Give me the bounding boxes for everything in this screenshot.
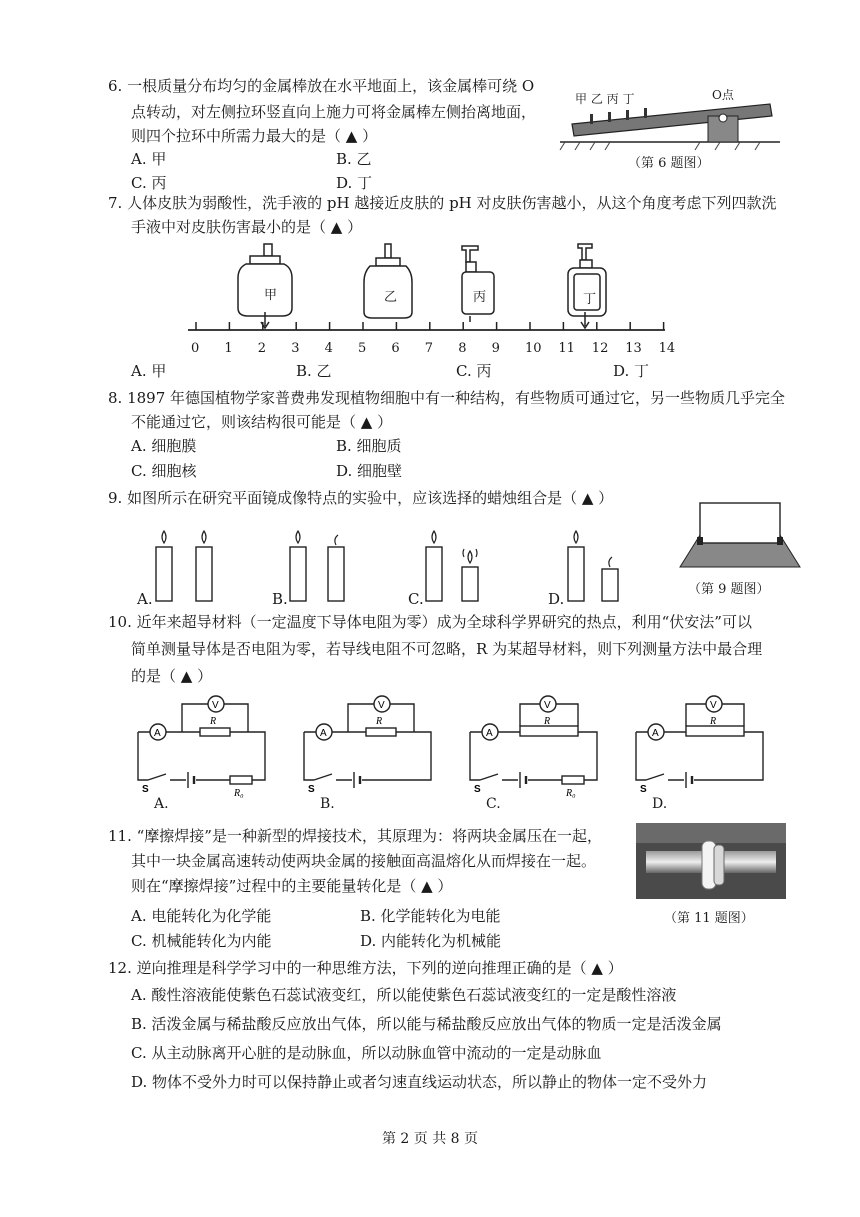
q8-line1: 8. 1897 年德国植物学家普费弗发现植物细胞中有一种结构，有些物质可通过它，另一些物质几乎完全: [108, 389, 786, 407]
svg-text:A: A: [486, 728, 493, 739]
q11-option-d: D. 内能转化为机械能: [360, 932, 502, 950]
page-footer: 第 2 页 共 8 页: [381, 1131, 479, 1147]
q11-line1: 11. “摩擦焊接”是一种新型的焊接技术，其原理为：将两块金属压在一起，: [108, 827, 602, 845]
q8-option-d: D. 细胞壁: [336, 462, 403, 480]
svg-text:R₀: R₀: [234, 788, 244, 799]
svg-text:A: A: [154, 728, 161, 739]
ph-tick-label: 7: [424, 341, 434, 356]
ph-tick-label: 1: [224, 341, 233, 356]
q6-line1: 6. 一根质量分布均匀的金属棒放在水平地面上，该金属棒可绕 O: [108, 77, 535, 95]
q10-option-c: C.: [486, 796, 501, 812]
q9-candles: [130, 525, 650, 605]
svg-text:R: R: [710, 716, 717, 727]
bottle-label-jia: 甲: [264, 288, 278, 303]
q8-line2: 不能通过它，则该结构很可能是（ ▲ ）: [131, 413, 393, 431]
q6-line2: 点转动，对左侧拉环竖直向上施力可将金属棒左侧抬离地面，: [131, 103, 537, 121]
q12-option-c: C. 从主动脉离开心脏的是动脉血，所以动脉血管中流动的一定是动脉血: [131, 1044, 602, 1062]
q12-option-a: A. 酸性溶液能使紫色石蕊试液变红，所以能使紫色石蕊试液变红的一定是酸性溶液: [131, 986, 677, 1004]
ph-tick-label: 4: [324, 341, 333, 356]
q9-option-d: D.: [548, 590, 565, 608]
svg-text:R: R: [376, 716, 383, 727]
q9-caption: （第 9 题图）: [688, 582, 770, 597]
q6-o-label: O点: [712, 88, 734, 102]
bottle-yi: [364, 244, 412, 318]
q7-option-a: A. 甲: [131, 362, 167, 380]
q6-ring-labels: 甲 乙 丙 丁: [575, 92, 635, 106]
q6-caption: （第 6 题图）: [628, 156, 710, 171]
q6-option-d: D. 丁: [336, 174, 373, 192]
svg-text:S: S: [640, 784, 647, 795]
ph-tick-label: 8: [458, 341, 467, 356]
q10-option-d: D.: [652, 796, 668, 812]
bottle-label-ding: 丁: [583, 292, 597, 307]
q11-line3: 则在“摩擦焊接”过程中的主要能量转化是（ ▲ ）: [131, 877, 453, 895]
svg-text:S: S: [308, 784, 315, 795]
q12-option-d: D. 物体不受外力时可以保持静止或者匀速直线运动状态，所以静止的物体一定不受外力: [131, 1073, 708, 1091]
circuit-diagram: [628, 692, 773, 795]
q11-caption: （第 11 题图）: [664, 911, 754, 926]
q6-option-b: B. 乙: [336, 150, 372, 168]
ph-tick-label: 14: [658, 341, 676, 356]
svg-text:S: S: [474, 784, 481, 795]
ph-tick-label: 11: [558, 341, 575, 356]
q11-option-a: A. 电能转化为化学能: [131, 907, 272, 925]
bottle-label-bing: 丙: [473, 290, 487, 305]
circuit-diagram: [296, 692, 441, 795]
q7-option-c: C. 丙: [456, 362, 492, 380]
q10-line1: 10. 近年来超导材料（一定温度下导体电阻为零）成为全球科学界研究的热点，利用“伏安法”可以: [108, 613, 752, 631]
svg-text:A: A: [320, 728, 327, 739]
q7-option-d: D. 丁: [613, 362, 650, 380]
q12-option-b: B. 活泼金属与稀盐酸反应放出气体，所以能与稀盐酸反应放出气体的物质一定是活泼金属: [131, 1015, 722, 1033]
ph-tick-label: 9: [491, 341, 500, 356]
ph-tick-label: 13: [625, 341, 642, 356]
bottle-label-yi: 乙: [384, 290, 398, 305]
q10-option-b: B.: [320, 796, 335, 812]
q9-line1: 9. 如图所示在研究平面镜成像特点的实验中，应该选择的蜡烛组合是（ ▲ ）: [108, 489, 614, 507]
circuit-diagram: [130, 692, 275, 799]
q8-option-b: B. 细胞质: [336, 437, 402, 455]
q9-option-b: B.: [272, 590, 288, 608]
svg-text:V: V: [544, 700, 551, 711]
svg-text:V: V: [212, 700, 219, 711]
q9-option-a: A.: [137, 590, 153, 608]
svg-text:R₀: R₀: [566, 788, 576, 799]
svg-text:R: R: [544, 716, 551, 727]
svg-text:V: V: [378, 700, 385, 711]
ph-tick-label: 2: [257, 341, 267, 356]
q11-line2: 其中一块金属高速转动使两块金属的接触面高温熔化从而焊接在一起。: [131, 852, 597, 870]
q10-option-a: A.: [154, 796, 169, 812]
ph-tick-label: 3: [291, 341, 300, 356]
q6-option-a: A. 甲: [131, 150, 167, 168]
q7-option-b: B. 乙: [296, 362, 332, 380]
q6-line3: 则四个拉环中所需力最大的是（ ▲ ）: [131, 127, 378, 145]
svg-text:S: S: [142, 784, 149, 795]
ph-tick-label: 0: [191, 341, 200, 356]
q9-mirror-figure: [670, 495, 810, 575]
q10-line2: 简单测量导体是否电阻为零，若导线电阻不可忽略，R 为某超导材料，则下列测量方法中最合理: [131, 640, 763, 658]
q8-option-c: C. 细胞核: [131, 462, 197, 480]
q7-line1: 7. 人体皮肤为弱酸性，洗手液的 pH 越接近皮肤的 pH 对皮肤伤害越小，从这个角度考虑下列四款洗: [108, 194, 777, 212]
circuit-diagram: [462, 692, 607, 799]
q6-option-c: C. 丙: [131, 174, 167, 192]
q10-line3: 的是（ ▲ ）: [131, 667, 213, 685]
ph-tick-label: 5: [358, 341, 367, 356]
bottle-jia: [238, 244, 292, 316]
q12-line1: 12. 逆向推理是科学学习中的一种思维方法，下列的逆向推理正确的是（ ▲ ）: [108, 959, 623, 977]
q9-option-c: C.: [408, 590, 424, 608]
q11-option-c: C. 机械能转化为内能: [131, 932, 272, 950]
q11-photo: [636, 823, 786, 899]
svg-text:A: A: [652, 728, 659, 739]
q11-option-b: B. 化学能转化为电能: [360, 907, 501, 925]
svg-text:V: V: [710, 700, 717, 711]
ph-tick-label: 10: [525, 341, 542, 356]
ph-tick-label: 12: [591, 341, 609, 356]
q7-line2: 手液中对皮肤伤害最小的是（ ▲ ）: [131, 218, 363, 236]
ph-tick-label: 6: [391, 341, 400, 356]
q8-option-a: A. 细胞膜: [131, 437, 197, 455]
svg-text:R: R: [210, 716, 217, 727]
